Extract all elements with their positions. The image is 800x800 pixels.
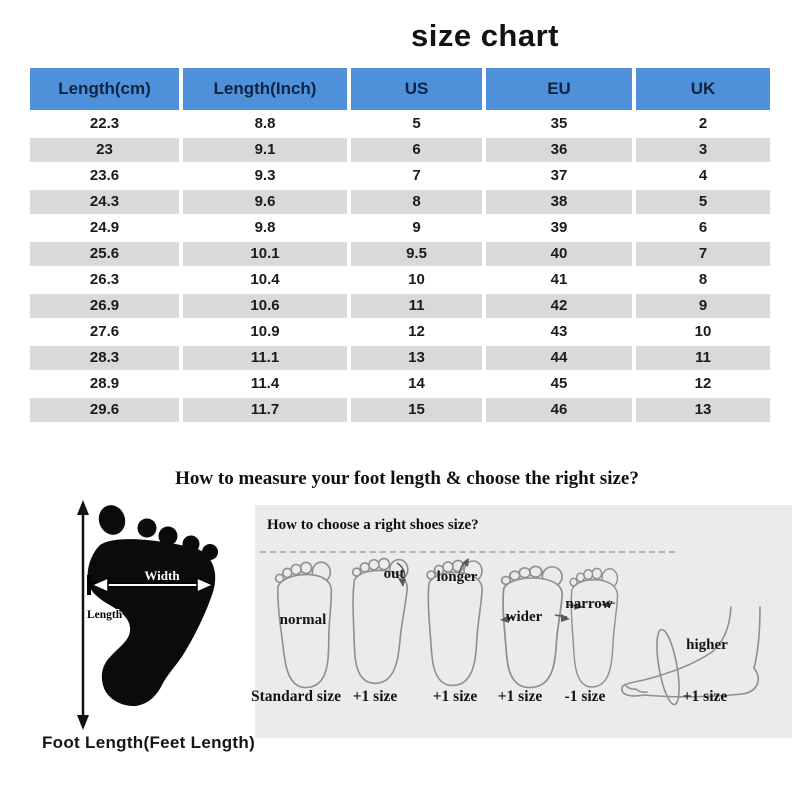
table-header-cell: Length(Inch) (183, 68, 347, 110)
table-cell: 23 (30, 138, 179, 162)
table-cell: 11 (636, 346, 770, 370)
table-header-cell: Length(cm) (30, 68, 179, 110)
table-cell: 12 (351, 320, 482, 344)
table-cell: 6 (636, 216, 770, 240)
measure-section-heading: How to measure your foot length & choose the right size? (175, 468, 639, 489)
table-cell: 40 (486, 242, 632, 266)
size-guide-panel (251, 505, 792, 738)
table-cell: 9.6 (183, 190, 347, 214)
table-cell: 5 (351, 112, 482, 136)
table-cell: 27.6 (30, 320, 179, 344)
table-cell: 23.6 (30, 164, 179, 188)
table-cell: 9 (636, 294, 770, 318)
table-cell: 28.3 (30, 346, 179, 370)
table-cell: 8.8 (183, 112, 347, 136)
table-cell: 26.3 (30, 268, 179, 292)
table-cell: 9.1 (183, 138, 347, 162)
table-cell: 8 (351, 190, 482, 214)
table-cell: 13 (351, 346, 482, 370)
table-cell: 13 (636, 398, 770, 422)
size-chart-table (30, 68, 770, 422)
result-label-out: +1 size (352, 688, 398, 705)
table-cell: 10.9 (183, 320, 347, 344)
table-cell: 9.8 (183, 216, 347, 240)
table-cell: 10 (351, 268, 482, 292)
condition-label-higher: higher (686, 637, 728, 653)
table-cell: 10.1 (183, 242, 347, 266)
table-cell: 24.9 (30, 216, 179, 240)
table-cell: 2 (636, 112, 770, 136)
toe-alignment-dashed-line (260, 551, 675, 553)
footprint-silhouette (88, 502, 218, 706)
table-cell: 42 (486, 294, 632, 318)
table-cell: 8 (636, 268, 770, 292)
table-cell: 26.9 (30, 294, 179, 318)
table-cell: 3 (636, 138, 770, 162)
table-cell: 11.4 (183, 372, 347, 396)
length-label: Length (87, 609, 123, 621)
table-cell: 38 (486, 190, 632, 214)
table-header-cell: US (351, 68, 482, 110)
table-cell: 12 (636, 372, 770, 396)
table-cell: 6 (351, 138, 482, 162)
table-cell: 25.6 (30, 242, 179, 266)
table-header-cell: EU (486, 68, 632, 110)
result-label-higher: +1 size (682, 688, 728, 705)
table-cell: 37 (486, 164, 632, 188)
table-cell: 22.3 (30, 112, 179, 136)
measure-section (0, 490, 800, 800)
table-cell: 28.9 (30, 372, 179, 396)
table-cell: 9.3 (183, 164, 347, 188)
table-cell: 11.1 (183, 346, 347, 370)
table-cell: 45 (486, 372, 632, 396)
table-cell: 41 (486, 268, 632, 292)
table-cell: 10.6 (183, 294, 347, 318)
table-cell: 15 (351, 398, 482, 422)
table-cell: 7 (351, 164, 482, 188)
table-cell: 9 (351, 216, 482, 240)
table-cell: 46 (486, 398, 632, 422)
table-header-cell: UK (636, 68, 770, 110)
table-cell: 24.3 (30, 190, 179, 214)
result-label-narrow: -1 size (564, 688, 606, 705)
condition-label-normal: normal (279, 612, 327, 628)
condition-label-out: out (383, 566, 405, 582)
table-cell: 11.7 (183, 398, 347, 422)
table-cell: 10 (636, 320, 770, 344)
table-cell: 39 (486, 216, 632, 240)
table-cell: 43 (486, 320, 632, 344)
condition-label-wider: wider (505, 609, 543, 625)
table-cell: 36 (486, 138, 632, 162)
width-label: Width (144, 568, 180, 583)
table-cell: 44 (486, 346, 632, 370)
result-label-standard: Standard size (251, 688, 341, 705)
page-title: size chart (410, 18, 559, 53)
condition-label-narrow: narrow (565, 596, 613, 612)
condition-label-longer: longer (436, 569, 478, 585)
table-cell: 35 (486, 112, 632, 136)
size-guide-heading: How to choose a right shoes size? (267, 517, 479, 533)
table-cell: 4 (636, 164, 770, 188)
table-cell: 10.4 (183, 268, 347, 292)
foot-length-caption: Foot Length(Feet Length) (42, 733, 256, 752)
table-cell: 14 (351, 372, 482, 396)
footprint-diagram-icon (55, 495, 255, 745)
result-label-longer: +1 size (432, 688, 478, 705)
table-cell: 7 (636, 242, 770, 266)
foot-narrow-icon (570, 568, 617, 687)
table-cell: 29.6 (30, 398, 179, 422)
table-cell: 5 (636, 190, 770, 214)
table-cell: 9.5 (351, 242, 482, 266)
result-label-wider: +1 size (497, 688, 543, 705)
foot-wider-icon (502, 566, 563, 687)
table-cell: 11 (351, 294, 482, 318)
